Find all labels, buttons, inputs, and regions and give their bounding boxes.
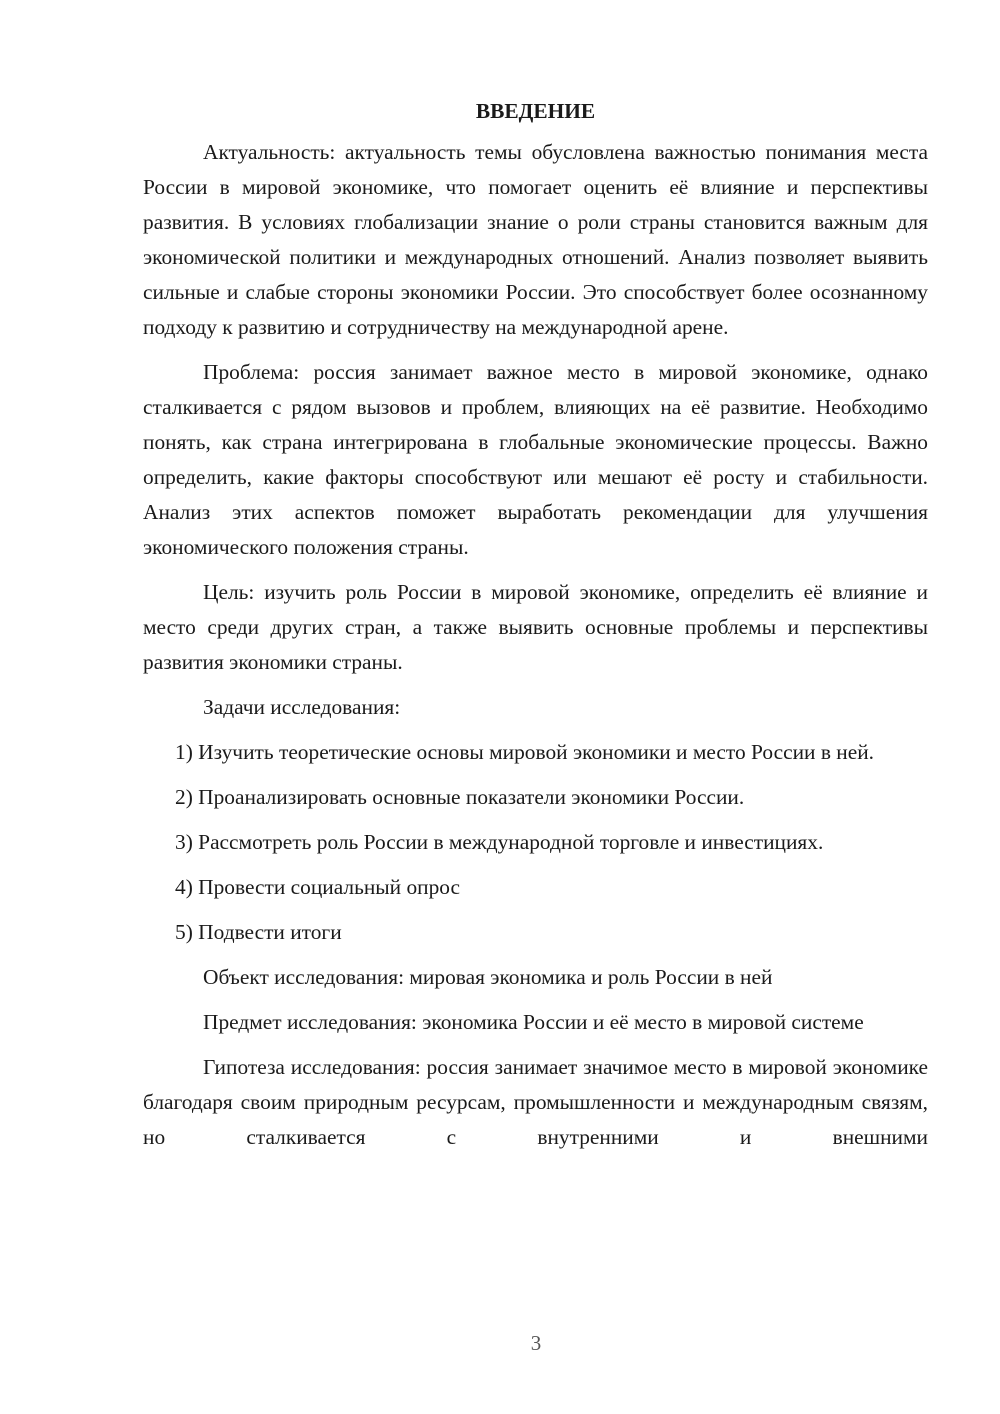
- page-title: ВВЕДЕНИЕ: [475, 99, 596, 123]
- page-number: 3: [530, 1331, 542, 1355]
- paragraph-subject: Предмет исследования: экономика России и её место в мировой системе: [203, 1010, 864, 1034]
- paragraph-actuality: Актуальность: актуальность темы обусловлена важностью понимания места России в мировой экономике, что помогает оценить её влияние и перспективы развития. В условиях глобализации знание о роли страны становится важным для экономической политики и международных отношений. Анализ позволяет выявить сильные и слабые стороны экономики России. Это способствует более осознанному подходу к развитию и сотрудничеству на международной арене.: [143, 140, 928, 339]
- task-item-4: 4) Провести социальный опрос: [175, 875, 461, 899]
- task-item-2: 2) Проанализировать основные показатели экономики России.: [175, 785, 745, 809]
- page-content: [143, 94, 928, 1165]
- paragraph-hypothesis: Гипотеза исследования: россия занимает значимое место в мировой экономике благодаря своим природным ресурсам, промышленности и международным связям, но сталкивается с внутренними и внешними: [143, 1055, 928, 1149]
- paragraph-problem: Проблема: россия занимает важное место в мировой экономике, однако сталкивается с рядом вызовов и проблем, влияющих на её развитие. Необходимо понять, как страна интегрирована в глобальные экономические процессы. Важно определить, какие факторы способствуют или мешают её росту и стабильности. Анализ этих аспектов поможет выработать рекомендации для улучшения экономического положения страны.: [143, 360, 928, 559]
- paragraph-object: Объект исследования: мировая экономика и роль России в ней: [203, 965, 773, 989]
- task-item-5: 5) Подвести итоги: [175, 920, 342, 944]
- task-item-3: 3) Рассмотреть роль России в международной торговле и инвестициях.: [175, 830, 824, 854]
- tasks-heading: Задачи исследования:: [203, 695, 401, 719]
- paragraph-goal: Цель: изучить роль России в мировой экономике, определить её влияние и место среди других стран, а также выявить основные проблемы и перспективы развития экономики страны.: [143, 580, 928, 674]
- task-item-1: 1) Изучить теоретические основы мировой экономики и место России в ней.: [175, 740, 875, 764]
